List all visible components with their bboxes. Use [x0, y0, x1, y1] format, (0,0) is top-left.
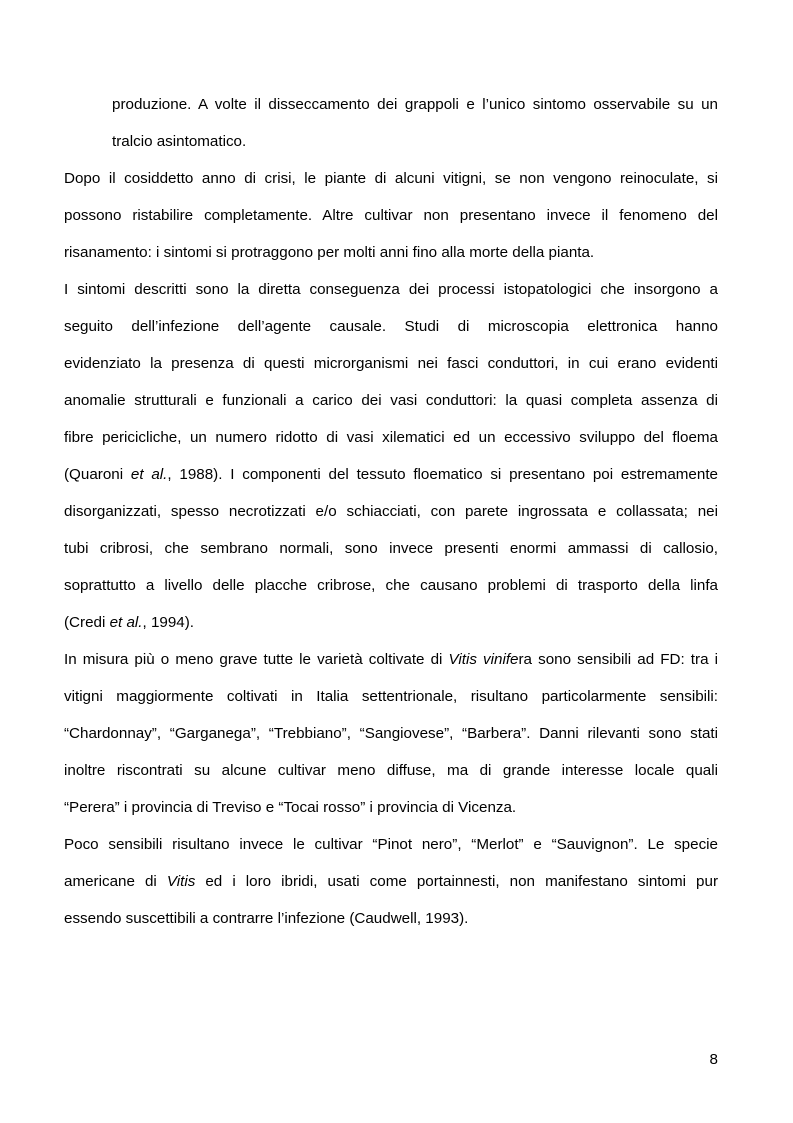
- citation-italic: et al.: [109, 614, 143, 631]
- species-italic: Vitis: [166, 873, 196, 890]
- text-line: essendo suscettibili a contrarre l’infezione (Caudwell, 1993).: [64, 910, 469, 927]
- paragraph: [64, 160, 718, 271]
- citation-italic: et al.: [130, 466, 168, 483]
- text-line: vitigni maggiormente coltivati in Italia settentrionale, risultano particolarmente sensibili:: [64, 688, 718, 705]
- text-line: [64, 456, 718, 493]
- document-body: [64, 86, 718, 937]
- text-run: In misura più o meno grave tutte le varietà coltivate di: [64, 651, 449, 668]
- text-line: seguito dell’infezione dell’agente causale. Studi di microscopia elettronica hanno: [64, 318, 718, 335]
- page-number: 8: [709, 1051, 718, 1068]
- text-line: soprattutto a livello delle placche cribrose, che causano problemi di trasporto della linfa: [64, 577, 718, 594]
- text-line: fibre pericicliche, un numero ridotto di vasi xilematici ed un eccessivo sviluppo del floema: [64, 429, 718, 446]
- text-line: possono ristabilire completamente. Altre cultivar non presentano invece il fenomeno del: [64, 207, 718, 224]
- text-line: Poco sensibili risultano invece le cultivar “Pinot nero”, “Merlot” e “Sauvignon”. Le specie: [64, 836, 718, 853]
- species-italic: Vitis vinife: [448, 651, 519, 668]
- text-line: I sintomi descritti sono la diretta conseguenza dei processi istopatologici che insorgono a: [64, 281, 718, 298]
- text-line: produzione. A volte il disseccamento dei grappoli e l’unico sintomo osservabile su un: [112, 96, 718, 113]
- paragraph: [64, 826, 718, 937]
- text-line: [64, 604, 718, 641]
- text-run: americane di: [64, 873, 167, 890]
- text-run: ra sono sensibili ad FD: tra i: [518, 651, 719, 668]
- text-line: [64, 863, 718, 900]
- paragraph-continuation: [64, 86, 718, 160]
- paragraph: [64, 271, 718, 641]
- text-line: [64, 641, 718, 678]
- text-run: (Quaroni: [64, 466, 131, 483]
- text-run: , 1994).: [142, 614, 195, 631]
- text-line: evidenziato la presenza di questi microrganismi nei fasci conduttori, in cui erano evidenti: [64, 355, 718, 372]
- text-line: disorganizzati, spesso necrotizzati e/o schiacciati, con parete ingrossata e collassata; nei: [64, 503, 718, 520]
- paragraph: [64, 641, 718, 826]
- text-line: inoltre riscontrati su alcune cultivar meno diffuse, ma di grande interesse locale quali: [64, 762, 718, 779]
- text-line: tubi cribrosi, che sembrano normali, sono invece presenti enormi ammassi di callosio,: [64, 540, 718, 557]
- text-line: “Chardonnay”, “Garganega”, “Trebbiano”, “Sangiovese”, “Barbera”. Danni rilevanti sono stati: [64, 725, 718, 742]
- text-run: (Credi: [64, 614, 110, 631]
- text-run: ed i loro ibridi, usati come portainnesti, non manifestano sintomi pur: [195, 873, 718, 890]
- text-line: tralcio asintomatico.: [112, 133, 247, 150]
- text-line: “Perera” i provincia di Treviso e “Tocai rosso” i provincia di Vicenza.: [64, 799, 517, 816]
- text-line: risanamento: i sintomi si protraggono per molti anni fino alla morte della pianta.: [64, 244, 595, 261]
- text-line: anomalie strutturali e funzionali a carico dei vasi conduttori: la quasi completa assenza di: [64, 392, 718, 409]
- text-run: , 1988). I componenti del tessuto floematico si presentano poi estremamente: [167, 466, 718, 483]
- text-line: Dopo il cosiddetto anno di crisi, le piante di alcuni vitigni, se non vengono reinoculate, si: [64, 170, 718, 187]
